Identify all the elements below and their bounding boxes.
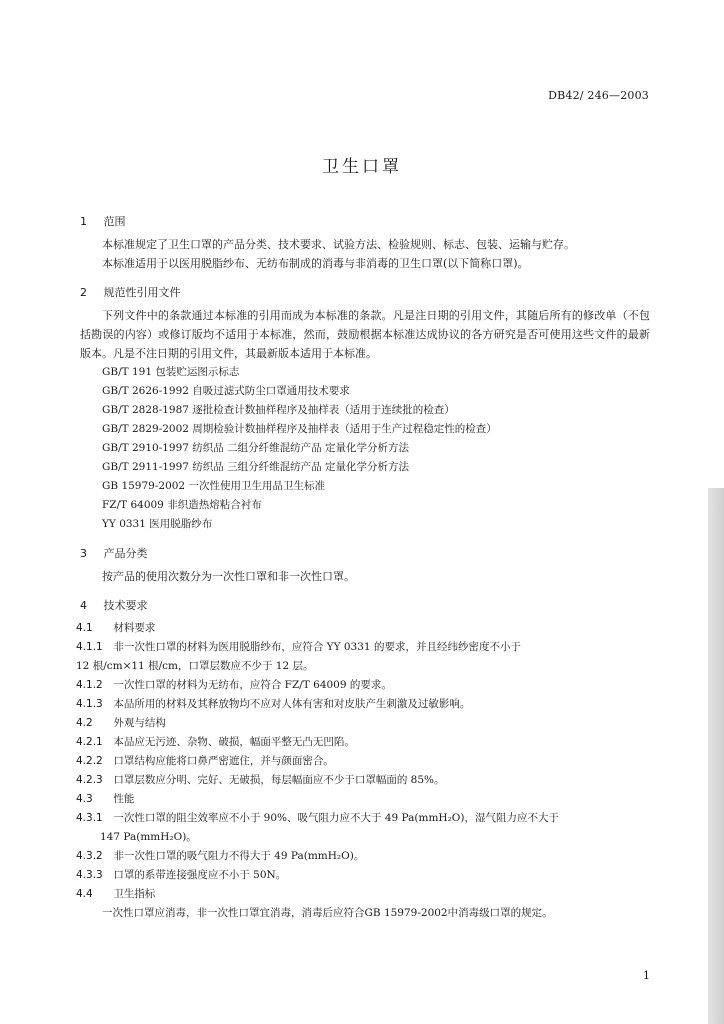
section-number: 2 [80, 286, 87, 299]
clause-continuation: 147 Pa(mmH₂O)。 [100, 831, 197, 843]
clause-text: 一次性口罩的阻尘效率应不小于 90%、吸气阻力应不大于 49 Pa(mmH₂O)，湿气阻力应不大于 [113, 812, 559, 824]
clause-number: 4.3.3 [76, 869, 103, 881]
clause-text: 非一次性口罩的吸气阻力不得大于 49 Pa(mmH₂O)。 [113, 850, 365, 862]
clause [76, 866, 650, 885]
clause [76, 676, 650, 695]
section-number: 4 [80, 599, 87, 612]
reference-item: GB/T 2626-1992 自吸过滤式防尘口罩通用技术要求 [102, 385, 350, 397]
clause-number: 4.2.3 [76, 774, 103, 786]
clause-number: 4.2.1 [76, 736, 103, 748]
section-3-heading [80, 544, 650, 563]
clause-text: 本品应无污迹、杂物、破损，幅面平整无凸无凹陷。 [113, 736, 355, 748]
reference-item: GB/T 2828-1987 逐批检查计数抽样程序及抽样表（适用于连续批的检查） [102, 404, 455, 416]
paragraph: 按产品的使用次数分为一次性口罩和非一次性口罩。 [102, 570, 355, 583]
section-number: 3 [80, 547, 87, 560]
section-1-heading [80, 212, 650, 231]
reference-item: GB/T 2911-1997 纺织品 三组分纤维混纺产品 定量化学分析方法 [102, 461, 409, 473]
section-number: 1 [80, 215, 87, 228]
page-title: 卫生口罩 [322, 157, 402, 177]
reference-item: GB/T 191 包装贮运图示标志 [102, 366, 240, 378]
clause [76, 638, 650, 657]
section-title: 范围 [103, 215, 126, 228]
subsection-number: 4.1 [76, 622, 93, 634]
clause-number: 4.3.1 [76, 812, 103, 824]
subsection-title: 材料要求 [113, 622, 156, 634]
paragraph: 本标准规定了卫生口罩的产品分类、技术要求、试验方法、检验规则、标志、包装、运输与贮存。 [102, 238, 575, 251]
clause-text: 口罩的系带连接强度应不小于 50N。 [113, 869, 287, 881]
section-title: 技术要求 [103, 599, 148, 612]
subsection-title: 外观与结构 [113, 717, 166, 729]
reference-item: GB/T 2829-2002 周期检验计数抽样程序及抽样表（适用于生产过程稳定性的检查） [102, 423, 497, 435]
clause [76, 695, 650, 714]
clause-number: 4.2.2 [76, 755, 103, 767]
clause [76, 771, 650, 790]
reference-item: FZ/T 64009 非织造热熔粘合衬布 [102, 499, 262, 511]
section-4-heading [80, 596, 650, 615]
subsection-title: 卫生指标 [113, 888, 156, 900]
clause-text: 非一次性口罩的材料为医用脱脂纱布，应符合 YY 0331 的要求，并且经纬纱密度不小于 [113, 641, 521, 653]
subsection-number: 4.4 [76, 888, 93, 900]
subsection-heading [76, 885, 650, 904]
subsection-title: 性能 [113, 793, 135, 805]
page-number: 1 [643, 969, 650, 982]
document-body [76, 210, 650, 923]
paragraph: 本标准适用于以医用脱脂纱布、无纺布制成的消毒与非消毒的卫生口罩(以下简称口罩)。 [102, 257, 529, 270]
reference-item: GB 15979-2002 一次性使用卫生用品卫生标准 [102, 480, 325, 492]
paragraph: 下列文件中的条款通过本标准的引用而成为本标准的条款。凡是注日期的引用文件，其随后所有的修改单（不包括勘误的内容）或修订版均不适用于本标准，然而，鼓励根据本标准达成协议的各方研究是否可使用这些文件的最新版本。凡是不注日期的引用文件，其最新版本适用于本标准。 [80, 309, 650, 360]
clause-text: 一次性口罩的材料为无纺布，应符合 FZ/T 64009 的要求。 [113, 679, 392, 691]
subsection-number: 4.2 [76, 717, 93, 729]
document-code: DB42/ 246—2003 [548, 89, 649, 102]
reference-item: YY 0331 医用脱脂纱布 [102, 518, 213, 530]
clause-number: 4.3.2 [76, 850, 103, 862]
clause-text: 口罩结构应能将口鼻严密遮住，并与颜面密合。 [113, 755, 334, 767]
clause [76, 809, 650, 828]
section-title: 产品分类 [103, 547, 148, 560]
subsection-heading [76, 790, 650, 809]
page-edge-shadow [708, 488, 724, 1024]
clause-number: 4.1.2 [76, 679, 103, 691]
section-2-heading [80, 283, 650, 302]
clause-text: 口罩层数应分明、完好、无破损，每层幅面应不少于口罩幅面的 85%。 [113, 774, 445, 786]
subsection-number: 4.3 [76, 793, 93, 805]
section-title: 规范性引用文件 [103, 286, 181, 299]
clause [76, 733, 650, 752]
clause-continuation: 12 根/cm×11 根/cm，口罩层数应不少于 12 层。 [76, 660, 314, 672]
clause-number: 4.1.3 [76, 698, 103, 710]
clause-number: 4.1.1 [76, 641, 103, 653]
clause-text: 本品所用的材料及其释放物均不应对人体有害和对皮肤产生刺激及过敏影响。 [113, 698, 471, 710]
paragraph: 一次性口罩应消毒，非一次性口罩宜消毒，消毒后应符合GB 15979-2002中消毒级口罩的规定。 [102, 907, 553, 919]
clause [76, 847, 650, 866]
subsection-heading [76, 714, 650, 733]
clause [76, 752, 650, 771]
reference-item: GB/T 2910-1997 纺织品 二组分纤维混纺产品 定量化学分析方法 [102, 442, 409, 454]
subsection-heading [76, 619, 650, 638]
